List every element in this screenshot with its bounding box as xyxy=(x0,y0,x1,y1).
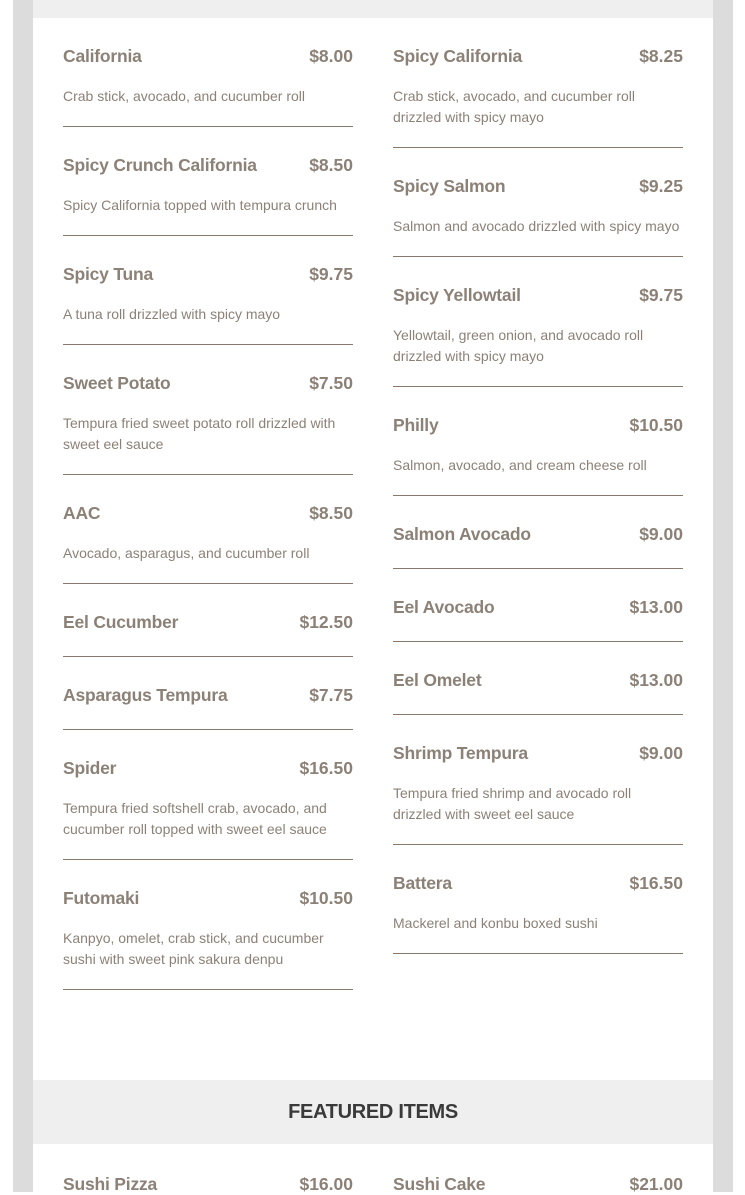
item-description: Salmon, avocado, and cream cheese roll xyxy=(393,457,647,473)
item-description: Spicy California topped with tempura crunch xyxy=(63,197,337,213)
menu-item xyxy=(63,584,353,657)
item-price: $10.50 xyxy=(299,888,353,908)
menu-item xyxy=(393,387,683,496)
item-price: $9.75 xyxy=(639,285,683,305)
menu-item xyxy=(393,715,683,845)
item-description: Tempura fried shrimp and avocado roll drizzled with sweet eel sauce xyxy=(393,785,632,822)
item-name: Philly xyxy=(393,415,439,435)
item-price: $16.00 xyxy=(299,1174,353,1194)
menu-column-left xyxy=(63,18,353,990)
item-name: Spicy Yellowtail xyxy=(393,285,521,305)
item-name: Asparagus Tempura xyxy=(63,685,228,705)
item-price: $7.50 xyxy=(309,373,353,393)
item-description: Tempura fried sweet potato roll drizzled with sweet eel sauce xyxy=(63,415,336,452)
item-price: $21.00 xyxy=(629,1174,683,1194)
menu-item xyxy=(393,642,683,715)
menu-column-right xyxy=(393,18,683,954)
menu-item xyxy=(393,257,683,387)
item-name: Salmon Avocado xyxy=(393,524,531,544)
item-name: AAC xyxy=(63,503,101,523)
item-name: Eel Avocado xyxy=(393,597,495,617)
menu-item xyxy=(393,496,683,569)
item-name: Spicy Crunch California xyxy=(63,155,257,175)
item-name: Spicy Tuna xyxy=(63,264,154,284)
item-name: California xyxy=(63,46,142,66)
item-description: Salmon and avocado drizzled with spicy mayo xyxy=(393,218,680,234)
menu-item xyxy=(393,569,683,642)
menu-item xyxy=(63,657,353,730)
menu-item xyxy=(63,730,353,860)
item-description: Mackerel and konbu boxed sushi xyxy=(393,915,598,931)
item-price: $9.75 xyxy=(309,264,353,284)
item-description: Yellowtail, green onion, and avocado roll drizzled with spicy mayo xyxy=(393,327,644,364)
item-name: Shrimp Tempura xyxy=(393,743,528,763)
item-price: $7.75 xyxy=(309,685,353,705)
item-price: $9.00 xyxy=(639,524,683,544)
item-name: Spicy Salmon xyxy=(393,176,506,196)
item-price: $16.50 xyxy=(299,758,353,778)
item-price: $16.50 xyxy=(629,873,683,893)
item-price: $10.50 xyxy=(629,415,683,435)
item-price: $8.25 xyxy=(639,46,683,66)
item-description: Crab stick, avocado, and cucumber roll xyxy=(63,88,305,104)
item-description: Kanpyo, omelet, crab stick, and cucumber sushi with sweet pink sakura denpu xyxy=(63,930,324,967)
item-price: $9.00 xyxy=(639,743,683,763)
menu-item xyxy=(63,475,353,584)
item-price: $8.50 xyxy=(309,155,353,175)
menu-item xyxy=(63,236,353,345)
menu-item xyxy=(63,127,353,236)
menu-item xyxy=(393,148,683,257)
item-price: $12.50 xyxy=(299,612,353,632)
item-description: Tempura fried softshell crab, avocado, and cucumber roll topped with sweet eel sauce xyxy=(63,800,327,837)
menu-item xyxy=(63,18,353,127)
menu-item xyxy=(63,860,353,990)
item-name: Sushi Cake xyxy=(393,1174,486,1194)
item-name: Eel Cucumber xyxy=(63,612,179,632)
item-name: Spicy California xyxy=(393,46,523,66)
item-price: $13.00 xyxy=(629,670,683,690)
item-price: $8.00 xyxy=(309,46,353,66)
item-name: Futomaki xyxy=(63,888,140,908)
menu-item xyxy=(393,18,683,148)
top-strip xyxy=(33,0,713,18)
item-description: Crab stick, avocado, and cucumber roll drizzled with spicy mayo xyxy=(393,88,635,125)
featured-title: FEATURED ITEMS xyxy=(288,1100,458,1123)
featured-header xyxy=(33,1080,713,1144)
item-name: Spider xyxy=(63,758,117,778)
item-name: Battera xyxy=(393,873,452,893)
menu-item xyxy=(63,345,353,475)
item-name: Eel Omelet xyxy=(393,670,482,690)
item-name: Sweet Potato xyxy=(63,373,171,393)
item-price: $8.50 xyxy=(309,503,353,523)
item-price: $13.00 xyxy=(629,597,683,617)
item-name: Sushi Pizza xyxy=(63,1174,158,1194)
item-description: Avocado, asparagus, and cucumber roll xyxy=(63,545,310,561)
item-description: A tuna roll drizzled with spicy mayo xyxy=(63,306,281,322)
menu-item xyxy=(393,845,683,954)
item-price: $9.25 xyxy=(639,176,683,196)
